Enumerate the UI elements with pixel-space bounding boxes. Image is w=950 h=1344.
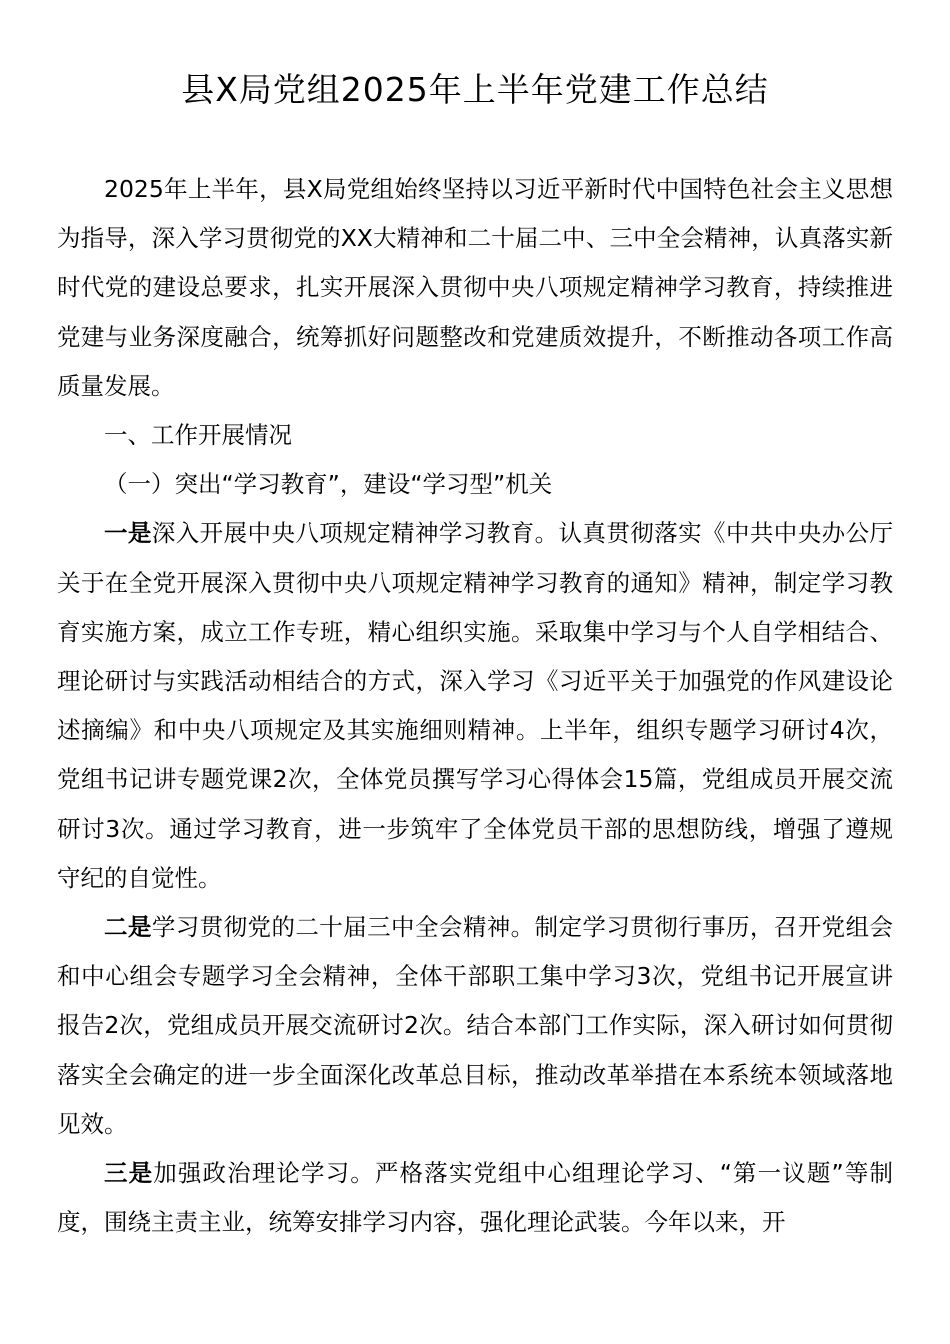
item-paragraph-3: [57, 1149, 893, 1247]
item-lead-1: 一是: [104, 519, 152, 548]
document-title: 县X局党组2025年上半年党建工作总结: [181, 70, 769, 109]
section-heading: 一、工作开展情况: [104, 421, 292, 450]
item-text-2: 学习贯彻党的二十届三中全会精神。制定学习贯彻行事历，召开党组会和中心组会专题学习全会精神，全体干部职工集中学习3次，党组书记开展宣讲报告2次，党组成员开展交流研讨2次。结合本部门工作实际，深入研讨如何贯彻落实全会确定的进一步全面深化改革总目标，推动改革举措在本系统本领域落地见效。: [57, 913, 893, 1138]
item-paragraph-2: [57, 903, 893, 1149]
subsection-heading: （一）突出“学习教育”，建设“学习型”机关: [104, 470, 553, 499]
document-body: [57, 165, 893, 1247]
item-lead-3: 三是: [104, 1159, 154, 1188]
intro-paragraph: 2025年上半年，县X局党组始终坚持以习近平新时代中国特色社会主义思想为指导，深入学习贯彻党的XX大精神和二十届二中、三中全会精神，认真落实新时代党的建设总要求，扎实开展深入贯彻中央八项规定精神学习教育，持续推进党建与业务深度融合，统筹抓好问题整改和党建质效提升，不断推动各项工作高质量发展。: [57, 175, 893, 400]
item-text-3: 加强政治理论学习。严格落实党组中心组理论学习、“第一议题”等制度，围绕主责主业，统筹安排学习内容，强化理论武装。今年以来，开: [57, 1159, 893, 1237]
item-text-1: 深入开展中央八项规定精神学习教育。认真贯彻落实《中共中央办公厅关于在全党开展深入贯彻中央八项规定精神学习教育的通知》精神，制定学习教育实施方案，成立工作专班，精心组织实施。采取集中学习与个人自学相结合、理论研讨与实践活动相结合的方式，深入学习《习近平关于加强党的作风建设论述摘编》和中央八项规定及其实施细则精神。上半年，组织专题学习研讨4次，党组书记讲专题党课2次，全体党员撰写学习心得体会15篇，党组成员开展交流研讨3次。通过学习教育，进一步筑牢了全体党员干部的思想防线，增强了遵规守纪的自觉性。: [57, 519, 893, 892]
item-lead-2: 二是: [104, 913, 152, 942]
item-paragraph-1: [57, 509, 893, 903]
